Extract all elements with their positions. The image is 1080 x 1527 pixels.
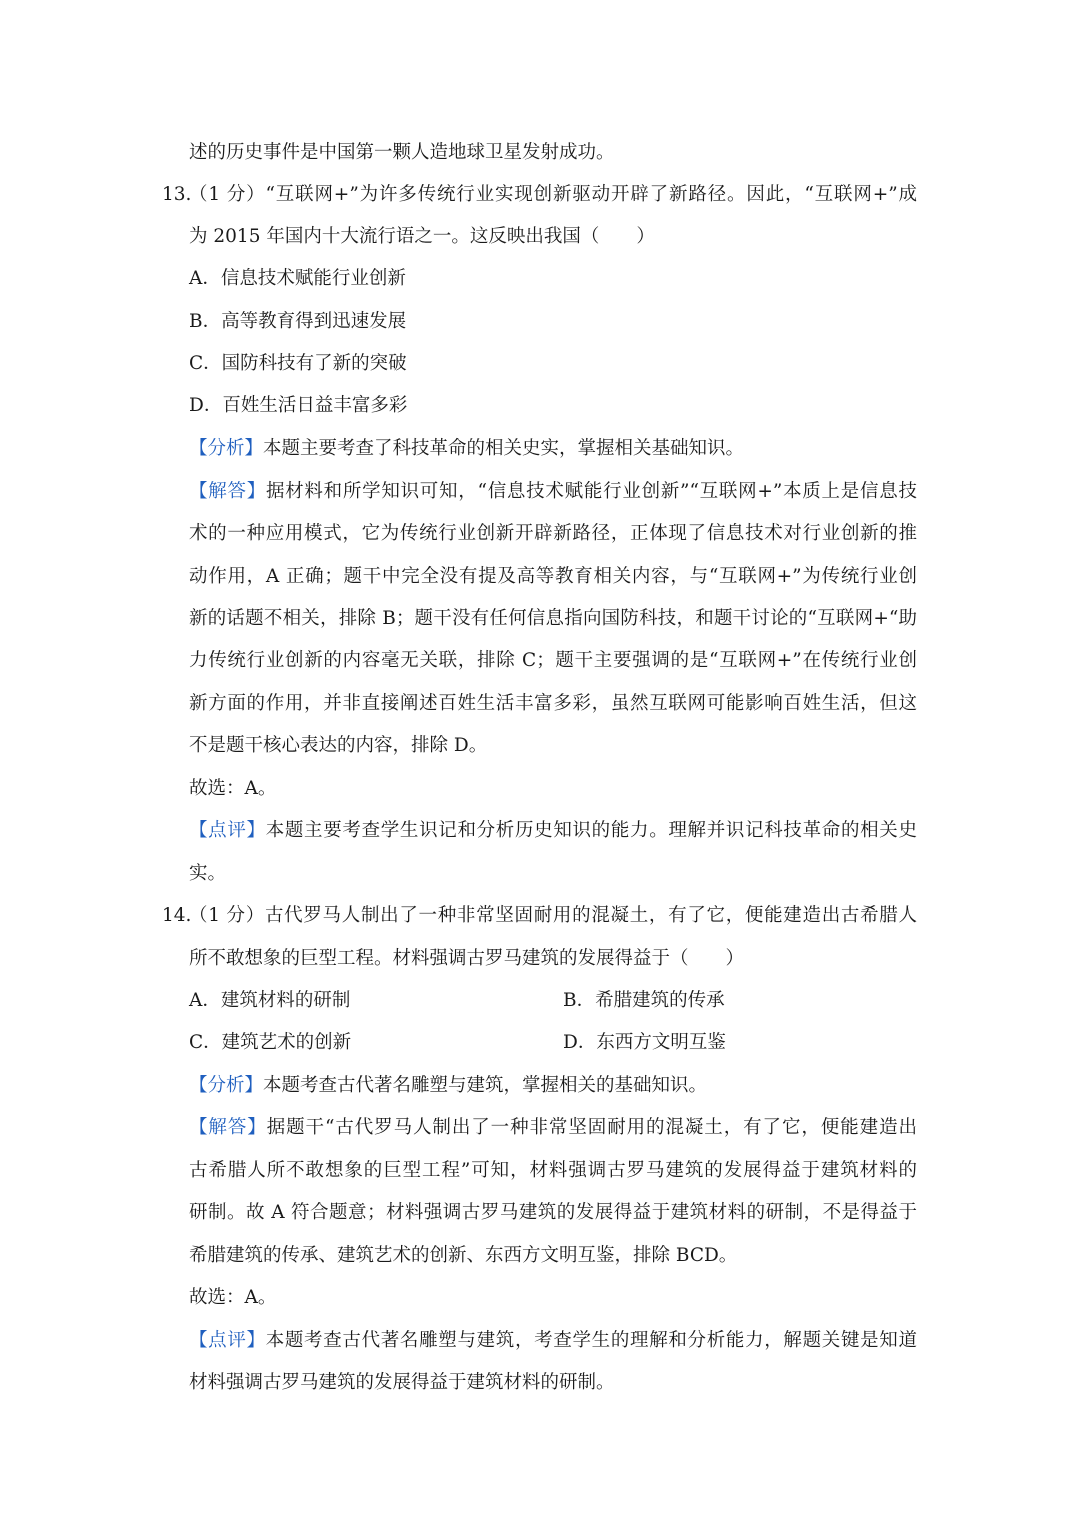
question-13-number: 13. — [162, 184, 192, 205]
question-14-options-row-2 — [189, 1030, 917, 1056]
answer-text: 据材料和所学知识可知，“信息技术赋能行业创新”“互联网+”本质上是信息技 — [265, 481, 917, 502]
question-13-analysis — [189, 436, 917, 462]
question-14-option-c: C．建筑艺术的创新 — [189, 1032, 352, 1053]
analysis-tag: 【分析】 — [189, 438, 264, 459]
question-14-answer-line-4: 希腊建筑的传承、建筑艺术的创新、东西方文明互鉴，排除 BCD。 — [189, 1245, 738, 1266]
question-14-choice: 故选：A。 — [189, 1287, 277, 1308]
question-14-stem-line-2: 所不敢想象的巨型工程。材料强调古罗马建筑的发展得益于（ ） — [189, 948, 745, 969]
comment-tag: 【点评】 — [189, 820, 266, 841]
question-14-stem-line-1: （1 分）古代罗马人制出了一种非常坚固耐用的混凝土，有了它，便能建造出古希腊人 — [189, 905, 917, 926]
question-13-answer-line-7: 不是题干核心表达的内容，排除 D。 — [189, 735, 488, 756]
question-14-option-b: B．希腊建筑的传承 — [563, 990, 725, 1011]
question-14-options-row-1 — [189, 988, 917, 1014]
question-14-comment-line-2: 材料强调古罗马建筑的发展得益于建筑材料的研制。 — [189, 1372, 615, 1393]
question-13-option-d: D．百姓生活日益丰富多彩 — [189, 395, 408, 416]
answer-tag: 【解答】 — [189, 1117, 267, 1138]
analysis-tag: 【分析】 — [189, 1075, 264, 1096]
question-13-answer-line-5: 力传统行业创新的内容毫无关联，排除 C；题干主要强调的是“互联网+”在传统行业创 — [189, 650, 917, 671]
comment-text: 本题考查古代著名雕塑与建筑，考查学生的理解和分析能力，解题关键是知道 — [265, 1330, 917, 1351]
question-14-comment-line-1 — [189, 1328, 917, 1354]
question-13-answer-line-4: 新的话题不相关，排除 B；题干没有任何信息指向国防科技，和题干讨论的“互联网+“助 — [189, 608, 917, 629]
question-13-option-c: C．国防科技有了新的突破 — [189, 353, 407, 374]
question-13-comment-line-2: 实。 — [189, 863, 227, 884]
previous-answer-tail: 述的历史事件是中国第一颗人造地球卫星发射成功。 — [189, 142, 615, 163]
question-14-option-d: D．东西方文明互鉴 — [563, 1032, 726, 1053]
question-13-answer-line-6: 新方面的作用，并非直接阐述百姓生活丰富多彩，虽然互联网可能影响百姓生活，但这 — [189, 693, 917, 714]
question-13-stem-line-2: 为 2015 年国内十大流行语之一。这反映出我国（ ） — [189, 226, 655, 247]
question-14-answer-line-1 — [189, 1115, 917, 1141]
question-13-answer-line-3: 动作用，A 正确；题干中完全没有提及高等教育相关内容，与“互联网+”为传统行业创 — [189, 566, 917, 587]
question-14-answer-line-3: 研制。故 A 符合题意；材料强调古罗马建筑的发展得益于建筑材料的研制，不是得益于 — [189, 1202, 917, 1223]
question-14-option-a: A．建筑材料的研制 — [189, 990, 351, 1011]
question-13-answer-line-1 — [189, 479, 917, 505]
analysis-text: 本题主要考查了科技革命的相关史实，掌握相关基础知识。 — [263, 438, 745, 459]
question-14-number: 14. — [162, 905, 192, 926]
question-13-answer-line-2: 术的一种应用模式，它为传统行业创新开辟新路径，正体现了信息技术对行业创新的推 — [189, 523, 917, 544]
answer-tag: 【解答】 — [189, 481, 266, 502]
answer-text: 据题干“古代罗马人制出了一种非常坚固耐用的混凝土，有了它，便能建造出 — [266, 1117, 917, 1138]
comment-text: 本题主要考查学生识记和分析历史知识的能力。理解并识记科技革命的相关史 — [265, 820, 917, 841]
question-14-answer-line-2: 古希腊人所不敢想象的巨型工程”可知，材料强调古罗马建筑的发展得益于建筑材料的 — [189, 1160, 917, 1181]
question-13-option-b: B．高等教育得到迅速发展 — [189, 311, 407, 332]
question-13-comment-line-1 — [189, 818, 917, 844]
question-14-analysis — [189, 1073, 917, 1099]
question-13-stem-line-1: （1 分）“互联网+”为许多传统行业实现创新驱动开辟了新路径。因此，“互联网+”成 — [189, 184, 917, 205]
question-13-choice: 故选：A。 — [189, 778, 277, 799]
analysis-text: 本题考查古代著名雕塑与建筑，掌握相关的基础知识。 — [263, 1075, 708, 1096]
question-13-option-a: A．信息技术赋能行业创新 — [189, 268, 406, 289]
comment-tag: 【点评】 — [189, 1330, 266, 1351]
